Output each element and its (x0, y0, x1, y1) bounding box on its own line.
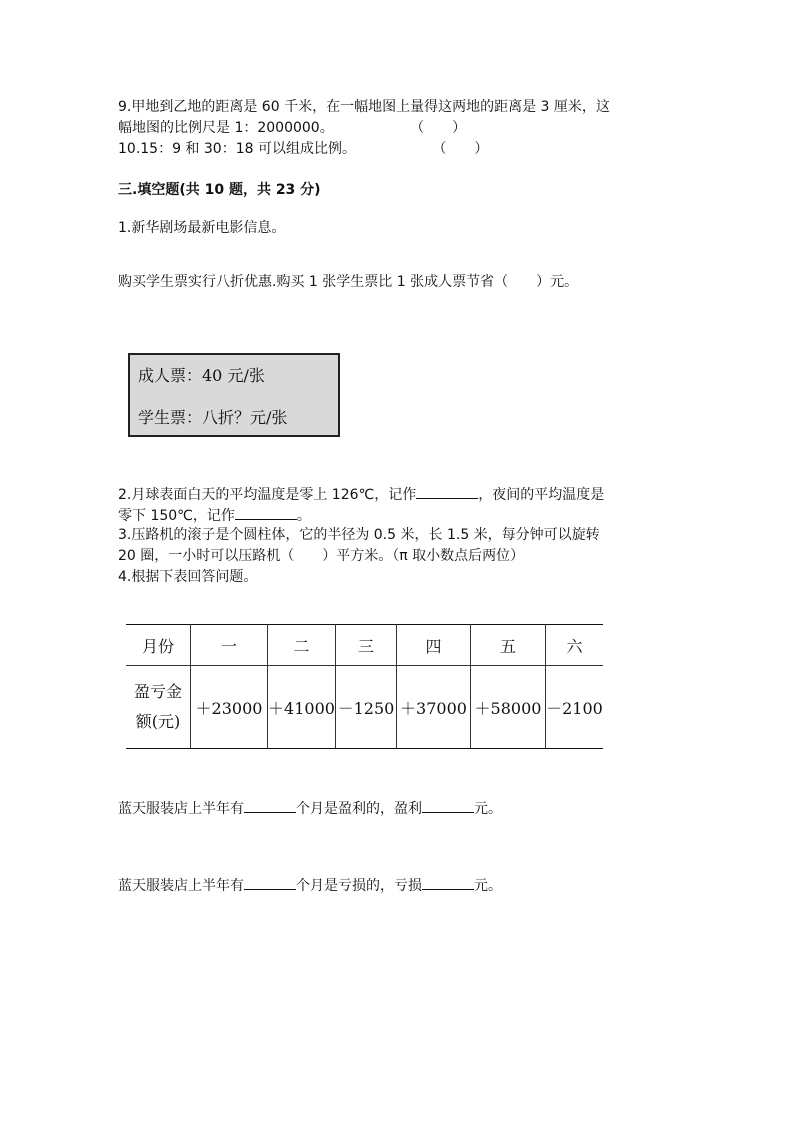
question-2-text-c: 零下 150℃，记作 (118, 508, 235, 524)
table-month-cell: 二 (268, 625, 336, 666)
table-value-cell: ＋41000 (268, 666, 336, 749)
row-label-line-2: 额(元) (135, 712, 181, 731)
sentence-text: 蓝天服装店上半年有 (118, 801, 244, 817)
question-4-sentence-2 (118, 874, 502, 897)
question-2-text-b: ，夜间的平均温度是 (478, 487, 605, 503)
question-4-sentence-1 (118, 797, 502, 820)
answer-blank[interactable] (244, 797, 296, 813)
table-month-cell: 四 (397, 625, 471, 666)
profit-loss-table (126, 624, 603, 749)
table-header-row (126, 625, 603, 666)
question-3-line-2: 20 圈，一小时可以压路机（ ）平方米。（π 取小数点后两位） (118, 548, 525, 564)
question-3-line-1: 3.压路机的滚子是个圆柱体，它的半径为 0.5 米，长 1.5 米，每分钟可以旋转 (118, 527, 600, 543)
question-4-intro: 4.根据下表回答问题。 (118, 569, 258, 585)
section-title: 三.填空题(共 10 题，共 23 分) (118, 182, 321, 198)
question-10-text: 10.15：9 和 30：18 可以组成比例。 (118, 141, 356, 157)
ticket-price-box (128, 353, 340, 437)
table-value-cell: ＋23000 (191, 666, 268, 749)
question-2-text-d: 。 (296, 508, 311, 524)
table-month-cell: 六 (546, 625, 604, 666)
student-ticket-price: 学生票：八折？元/张 (138, 408, 288, 427)
table-month-cell: 三 (336, 625, 397, 666)
answer-blank[interactable] (416, 483, 478, 499)
question-9-line-2 (118, 118, 466, 139)
table-month-cell: 五 (471, 625, 546, 666)
sentence-text: 蓝天服装店上半年有 (118, 878, 244, 894)
answer-blank[interactable] (235, 504, 297, 520)
question-1-intro: 1.新华剧场最新电影信息。 (118, 220, 286, 236)
table-value-cell: －1250 (336, 666, 397, 749)
table-value-cell: ＋37000 (397, 666, 471, 749)
question-2-text-a: 2.月球表面白天的平均温度是零上 126℃，记作 (118, 487, 417, 503)
sentence-text: 个月是盈利的，盈利 (296, 801, 422, 817)
table-month-cell: 一 (191, 625, 268, 666)
sentence-text: 个月是亏损的，亏损 (296, 878, 422, 894)
answer-parentheses[interactable]: （ ） (410, 120, 467, 136)
table-header-label: 月份 (126, 625, 191, 666)
answer-blank[interactable] (244, 874, 296, 890)
sentence-text: 元。 (474, 801, 502, 817)
table-row (126, 666, 603, 749)
question-10 (118, 139, 488, 160)
question-2-line-2 (118, 504, 311, 527)
sentence-text: 元。 (474, 878, 502, 894)
table-value-cell: ＋58000 (471, 666, 546, 749)
answer-blank[interactable] (422, 797, 474, 813)
adult-ticket-price: 成人票：40 元/张 (138, 366, 265, 385)
row-label-line-1: 盈亏金 (133, 682, 182, 701)
answer-parentheses[interactable]: （ ） (432, 141, 489, 157)
question-2-line-1 (118, 483, 604, 506)
table-value-cell: －2100 (546, 666, 604, 749)
answer-blank[interactable] (422, 874, 474, 890)
question-9-text: 幅地图的比例尺是 1：2000000。 (118, 120, 334, 136)
table-row-label (126, 666, 191, 749)
question-9-line-1: 9.甲地到乙地的距离是 60 千米，在一幅地图上量得这两地的距离是 3 厘米，这 (118, 99, 610, 115)
question-1-text: 购买学生票实行八折优惠.购买 1 张学生票比 1 张成人票节省（ ）元。 (118, 274, 579, 290)
